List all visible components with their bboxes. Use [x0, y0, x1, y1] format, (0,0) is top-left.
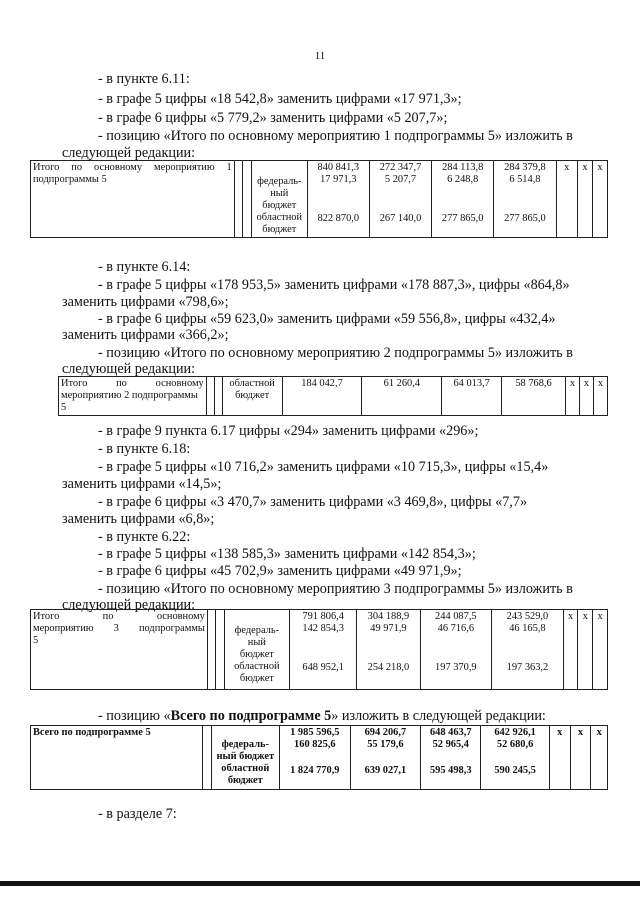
reg-value: 254 218,0: [367, 662, 410, 673]
blank-cell: [216, 610, 224, 690]
row-name: подпрограммы 5: [33, 174, 107, 185]
blank-cell: [206, 377, 214, 416]
table-row: [31, 726, 608, 790]
text-line: - позицию «Итого по основному мероприятию 2 подпрограммы 5» изложить в: [98, 345, 573, 361]
fed-value: 46 716,6: [437, 623, 475, 634]
total-value: 642 926,1: [494, 727, 536, 738]
fed-value: 160 825,6: [294, 739, 336, 750]
page-number: 11: [314, 50, 326, 62]
blank-cell: [203, 726, 211, 790]
x-cell: x: [563, 610, 578, 690]
x-cell: x: [591, 726, 608, 790]
table-row: [31, 610, 608, 690]
bottom-border: [0, 881, 640, 886]
total-value: 272 347,7: [379, 162, 422, 173]
text-line: заменить цифрами «366,2»;: [62, 327, 229, 343]
text-line: - в графе 5 цифры «10 716,2» заменить цифрами «10 715,3», цифры «15,4»: [98, 459, 549, 475]
reg-value: 267 140,0: [379, 213, 422, 224]
total-value: 1 985 596,5: [290, 727, 340, 738]
x-cell: x: [579, 377, 593, 416]
source-label: федераль- ный бюджет: [234, 625, 280, 660]
value-cell: 58 768,6: [502, 377, 566, 416]
total-value: 284 113,8: [442, 162, 484, 173]
reg-value: 277 865,0: [504, 213, 546, 224]
text-line: - в пункте 6.11:: [98, 71, 190, 87]
x-cell: x: [593, 610, 608, 690]
total-value: 243 529,0: [506, 611, 549, 622]
x-cell: x: [549, 726, 570, 790]
x-cell: x: [570, 726, 591, 790]
text-line: - в графе 6 цифры «5 779,2» заменить цифрами «5 207,7»;: [98, 110, 448, 126]
text-fragment: » изложить в следующей редакции:: [331, 708, 546, 724]
source-label: областной бюджет: [221, 763, 270, 786]
fed-value: 17 971,3: [320, 174, 357, 185]
row-name: Итого по основному: [33, 611, 205, 622]
table-main-activity-2: [58, 376, 608, 416]
text-line: [98, 708, 546, 725]
fed-value: 52 680,6: [496, 739, 534, 750]
row-name: Итого по основному мероприятию 1: [33, 162, 232, 173]
text-line: - в пункте 6.22:: [98, 529, 191, 545]
text-line: заменить цифрами «798,6»;: [62, 294, 229, 310]
text-line: - позицию «Итого по основному мероприятию 3 подпрограммы 5» изложить в: [98, 581, 573, 597]
fed-value: 49 971,9: [370, 623, 407, 634]
value-cell: 64 013,7: [442, 377, 502, 416]
source-label: областной бюджет: [222, 377, 282, 416]
value-cell: 61 260,4: [362, 377, 442, 416]
text-line: - в графе 9 пункта 6.17 цифры «294» заменить цифрами «296»;: [98, 423, 479, 439]
table-subprogram-total: [30, 725, 608, 790]
table-main-activity-3: [30, 609, 608, 690]
text-line: - в графе 5 цифры «178 953,5» заменить цифрами «178 887,3», цифры «864,8»: [98, 277, 570, 293]
fed-value: 46 165,8: [509, 623, 546, 634]
reg-value: 590 245,5: [494, 765, 536, 776]
table-row: [31, 161, 608, 238]
blank-cell: [243, 161, 252, 238]
text-line: - в графе 6 цифры «59 623,0» заменить цифрами «59 556,8», цифры «432,4»: [98, 311, 556, 327]
fed-value: 5 207,7: [384, 174, 417, 185]
text-line: следующей редакции:: [62, 145, 196, 161]
row-name: мероприятию 2 подпрограммы 5: [61, 390, 198, 413]
x-cell: x: [577, 161, 592, 238]
x-cell: x: [592, 161, 607, 238]
value-cell: 184 042,7: [282, 377, 362, 416]
total-value: 694 206,7: [364, 727, 407, 738]
x-cell: x: [593, 377, 607, 416]
text-line: - в графе 6 цифры «45 702,9» заменить цифрами «49 971,9»;: [98, 563, 462, 579]
text-fragment-bold: Всего по подпрограмме 5: [170, 708, 332, 724]
source-label: областной бюджет: [234, 661, 280, 684]
text-fragment: - позицию «: [98, 708, 171, 724]
fed-value: 55 179,6: [367, 739, 404, 750]
total-value: 284 379,8: [504, 162, 546, 173]
total-value: 304 188,9: [367, 611, 410, 622]
source-label: федераль- ный бюджет: [216, 739, 275, 762]
reg-value: 197 363,2: [506, 662, 549, 673]
total-value: 840 841,3: [317, 162, 360, 173]
fed-value: 52 965,4: [432, 739, 469, 750]
row-name: мероприятию 3 подпрограммы: [33, 623, 205, 634]
text-line: заменить цифрами «6,8»;: [62, 511, 215, 527]
reg-value: 648 952,1: [302, 662, 344, 673]
total-value: 791 806,4: [302, 611, 344, 622]
text-line: - в графе 6 цифры «3 470,7» заменить цифрами «3 469,8», цифры «7,7»: [98, 494, 528, 510]
text-line: - в графе 5 цифры «138 585,3» заменить цифрами «142 854,3»;: [98, 546, 476, 562]
reg-value: 595 498,3: [429, 765, 472, 776]
total-value: 648 463,7: [429, 727, 472, 738]
text-line: заменить цифрами «14,5»;: [62, 476, 222, 492]
reg-value: 639 027,1: [364, 765, 407, 776]
row-name: Итого по основному: [61, 378, 204, 389]
fed-value: 6 514,8: [509, 174, 541, 185]
text-line: - в пункте 6.14:: [98, 259, 191, 275]
text-line: - позицию «Итого по основному мероприятию 1 подпрограммы 5» изложить в: [98, 128, 573, 144]
table-row: [59, 377, 608, 416]
blank-cell: [234, 161, 243, 238]
reg-value: 822 870,0: [317, 213, 360, 224]
x-cell: x: [556, 161, 577, 238]
row-name: 5: [33, 635, 39, 646]
reg-value: 277 865,0: [441, 213, 484, 224]
row-name: Всего по подпрограмме 5: [31, 726, 203, 790]
x-cell: x: [578, 610, 593, 690]
table-main-activity-1: [30, 160, 608, 238]
text-line: следующей редакции:: [62, 597, 196, 613]
x-cell: x: [565, 377, 579, 416]
text-line: - в графе 5 цифры «18 542,8» заменить цифрами «17 971,3»;: [98, 91, 462, 107]
text-line: - в пункте 6.18:: [98, 441, 191, 457]
total-value: 244 087,5: [435, 611, 477, 622]
fed-value: 6 248,8: [447, 174, 479, 185]
reg-value: 1 824 770,9: [290, 765, 340, 776]
text-line: следующей редакции:: [62, 361, 196, 377]
source-label: федераль- ный бюджет: [257, 176, 302, 211]
blank-cell: [214, 377, 222, 416]
source-label: областной бюджет: [256, 212, 303, 235]
text-line: - в разделе 7:: [98, 806, 177, 822]
blank-cell: [207, 610, 215, 690]
reg-value: 197 370,9: [435, 662, 477, 673]
fed-value: 142 854,3: [302, 623, 344, 634]
